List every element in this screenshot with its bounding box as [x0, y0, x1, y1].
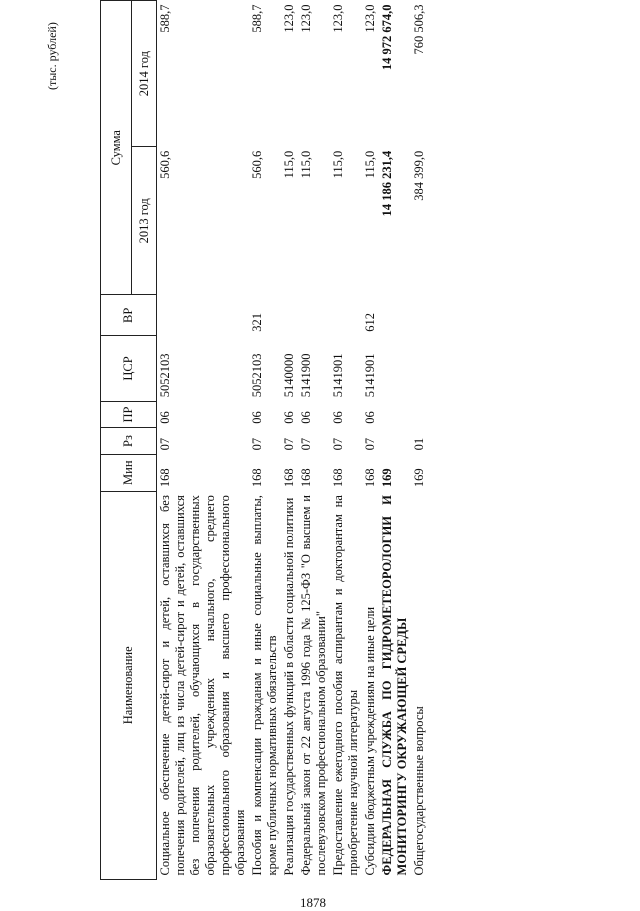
row-rz: 07 — [299, 437, 313, 451]
row-name: Федеральный закон от 22 августа 1996 года № 125-ФЗ "О высшем и послевузовском профессиональном образовании" — [299, 495, 328, 876]
row-vr — [379, 295, 411, 336]
row-vr: 612 — [363, 313, 377, 332]
row-pr: 06 — [363, 411, 377, 424]
row-min: 168 — [282, 468, 296, 488]
row-sum-2014: 14 972 674,0 — [380, 4, 394, 71]
row-rz: 07 — [158, 437, 172, 451]
row-csr — [379, 336, 411, 401]
row-sum-2013: 115,0 — [282, 150, 296, 179]
table-row — [298, 1, 330, 880]
row-csr — [411, 336, 428, 401]
header-2013: 2013 год — [132, 147, 157, 295]
row-csr: 5141901 — [363, 353, 377, 398]
row-rz: 07 — [363, 437, 377, 451]
budget-table — [100, 0, 428, 880]
row-name: Социальное обеспечение детей-сирот и детей, оставшихся без попечения родителей, лиц из числа детей-сирот и детей, оставшихся без попечения родителей, обучающихся в государственных образовательных учреждениях начального, среднего профессионального образования и высшего профессионального образования — [158, 495, 247, 876]
row-rz: 07 — [331, 437, 345, 451]
row-vr — [157, 295, 250, 336]
table-row — [330, 1, 362, 880]
row-min: 168 — [299, 468, 313, 488]
row-pr: 06 — [158, 411, 172, 424]
row-min: 169 — [380, 468, 394, 488]
row-min: 168 — [250, 468, 264, 488]
row-name: Предоставление ежегодного пособия аспирантам и докторантам на приобретение научной литературы — [331, 495, 360, 876]
header-rz: Рз — [101, 428, 157, 455]
row-name: ФЕДЕРАЛЬНАЯ СЛУЖБА ПО ГИДРОМЕТЕОРОЛОГИИ И МОНИТОРИНГУ ОКРУЖАЮЩЕЙ СРЕДЫ — [380, 495, 409, 876]
row-sum-2013: 560,6 — [158, 150, 172, 179]
row-sum-2014: 760 506,3 — [412, 4, 426, 55]
table-row — [249, 1, 281, 880]
row-vr — [298, 295, 330, 336]
row-min: 169 — [412, 468, 426, 488]
row-sum-2013: 560,6 — [250, 150, 264, 179]
row-min: 168 — [363, 468, 377, 488]
row-csr: 5052103 — [250, 353, 264, 398]
row-rz — [379, 428, 411, 455]
row-rz: 07 — [282, 437, 296, 451]
row-csr: 5140000 — [282, 353, 296, 398]
row-name: Пособия и компенсации гражданам и иные социальные выплаты, кроме публичных нормативных обязательств — [250, 495, 279, 876]
row-sum-2014: 123,0 — [331, 4, 345, 33]
units-note: (тыс. рублей) — [45, 22, 59, 90]
header-csr: ЦСР — [101, 336, 157, 401]
row-pr: 06 — [250, 411, 264, 424]
row-csr: 5052103 — [158, 353, 172, 398]
row-pr — [411, 401, 428, 428]
row-sum-2014: 588,7 — [158, 4, 172, 33]
page-number-text: 1878 — [300, 895, 326, 910]
row-name: Общегосударственные вопросы — [412, 706, 426, 876]
header-name: Наименование — [101, 491, 157, 879]
row-vr: 321 — [250, 313, 264, 332]
row-sum-2013: 115,0 — [331, 150, 345, 179]
header-vr: ВР — [101, 295, 157, 336]
row-sum-2013: 384 399,0 — [412, 150, 426, 201]
row-pr: 06 — [282, 411, 296, 424]
row-sum-2014: 588,7 — [250, 4, 264, 33]
row-sum-2013: 14 186 231,4 — [380, 150, 394, 217]
row-rz: 07 — [250, 437, 264, 451]
header-min: Мин — [101, 454, 157, 491]
table-row — [379, 1, 411, 880]
row-min: 168 — [331, 468, 345, 488]
row-sum-2014: 123,0 — [363, 4, 377, 33]
table-row — [362, 1, 379, 880]
row-name: Субсидии бюджетным учреждениям на иные цели — [363, 606, 377, 876]
table-row — [281, 1, 298, 880]
row-sum-2013: 115,0 — [363, 150, 377, 179]
row-pr: 06 — [331, 411, 345, 424]
row-vr — [330, 295, 362, 336]
row-vr — [281, 295, 298, 336]
row-sum-2013: 115,0 — [299, 150, 313, 179]
header-pr: ПР — [101, 401, 157, 428]
row-csr: 5141901 — [331, 353, 345, 398]
row-sum-2014: 123,0 — [299, 4, 313, 33]
row-vr — [411, 295, 428, 336]
row-pr: 06 — [299, 411, 313, 424]
table-row — [157, 1, 250, 880]
row-min: 168 — [158, 468, 172, 488]
table-row — [411, 1, 428, 880]
row-rz: 01 — [412, 437, 426, 451]
row-sum-2014: 123,0 — [282, 4, 296, 33]
row-csr: 5141900 — [299, 353, 313, 398]
header-2014: 2014 год — [132, 1, 157, 147]
row-pr — [379, 401, 411, 428]
header-sum: Сумма — [101, 1, 132, 295]
row-name: Реализация государственных функций в области социальной политики — [282, 497, 296, 876]
